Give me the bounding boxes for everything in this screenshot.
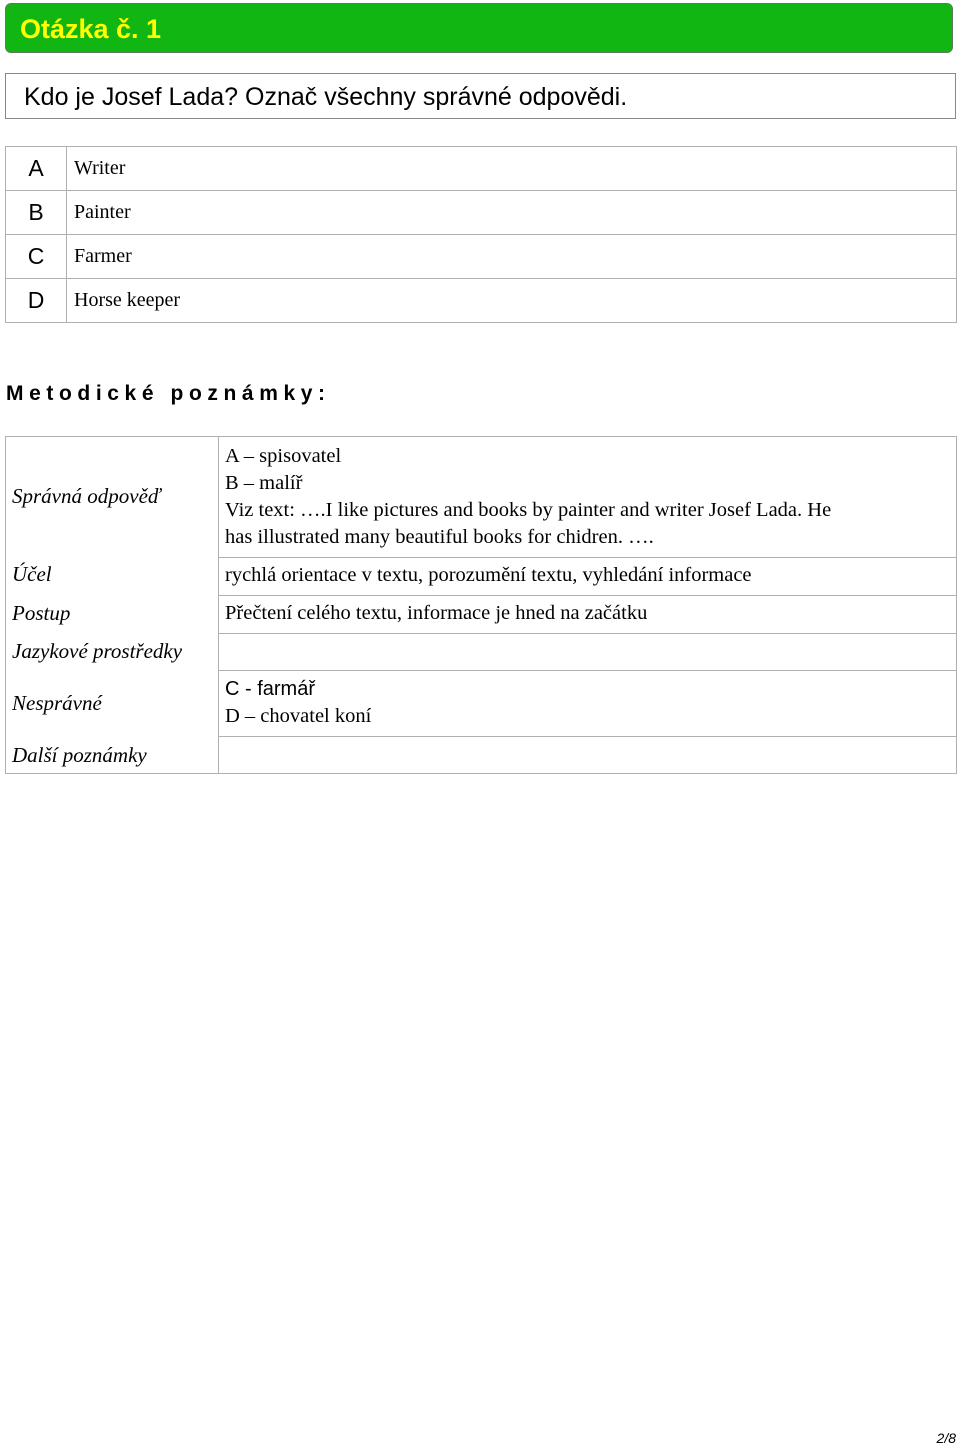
question-box (5, 73, 956, 119)
correct-line: has illustrated many beautiful books for chidren. …. (225, 526, 654, 548)
correct-line: Viz text: ….I like pictures and books by painter and writer Josef Lada. He (225, 499, 832, 521)
option-letter: A (6, 147, 67, 191)
label-procedure: Postup (12, 601, 71, 625)
question-header (5, 3, 953, 53)
notes-value-column (219, 436, 957, 774)
answer-options-table (5, 146, 957, 323)
question-text: Kdo je Josef Lada? Označ všechny správné odpovědi. (24, 83, 628, 111)
label-purpose: Účel (12, 562, 52, 586)
label-other: Další poznámky (12, 743, 147, 767)
divider (219, 595, 956, 596)
incorrect-line: C - farmář (225, 678, 315, 700)
label-correct: Správná odpověď (12, 484, 161, 508)
page-number: 2/8 (936, 1430, 956, 1446)
procedure-value: Přečtení celého textu, informace je hned na začátku (225, 602, 648, 624)
label-incorrect: Nesprávné (12, 691, 102, 715)
option-row-b[interactable] (6, 191, 957, 235)
purpose-value: rychlá orientace v textu, porozumění textu, vyhledání informace (225, 564, 752, 586)
divider (219, 633, 956, 634)
option-row-d[interactable] (6, 279, 957, 323)
option-row-c[interactable] (6, 235, 957, 279)
divider (219, 736, 956, 737)
option-text: Painter (67, 191, 957, 235)
correct-line: A – spisovatel (225, 445, 342, 467)
option-text: Horse keeper (67, 279, 957, 323)
incorrect-line: D – chovatel koní (225, 705, 372, 727)
label-language: Jazykové prostředky (12, 639, 183, 663)
divider (219, 670, 956, 671)
option-text: Farmer (67, 235, 957, 279)
option-letter: C (6, 235, 67, 279)
notes-label-column (5, 436, 219, 774)
notes-heading: Metodické poznámky: (6, 382, 331, 405)
divider (219, 557, 956, 558)
question-title: Otázka č. 1 (20, 14, 162, 44)
correct-line: B – malíř (225, 472, 303, 494)
option-letter: D (6, 279, 67, 323)
option-row-a[interactable] (6, 147, 957, 191)
option-letter: B (6, 191, 67, 235)
option-text: Writer (67, 147, 957, 191)
